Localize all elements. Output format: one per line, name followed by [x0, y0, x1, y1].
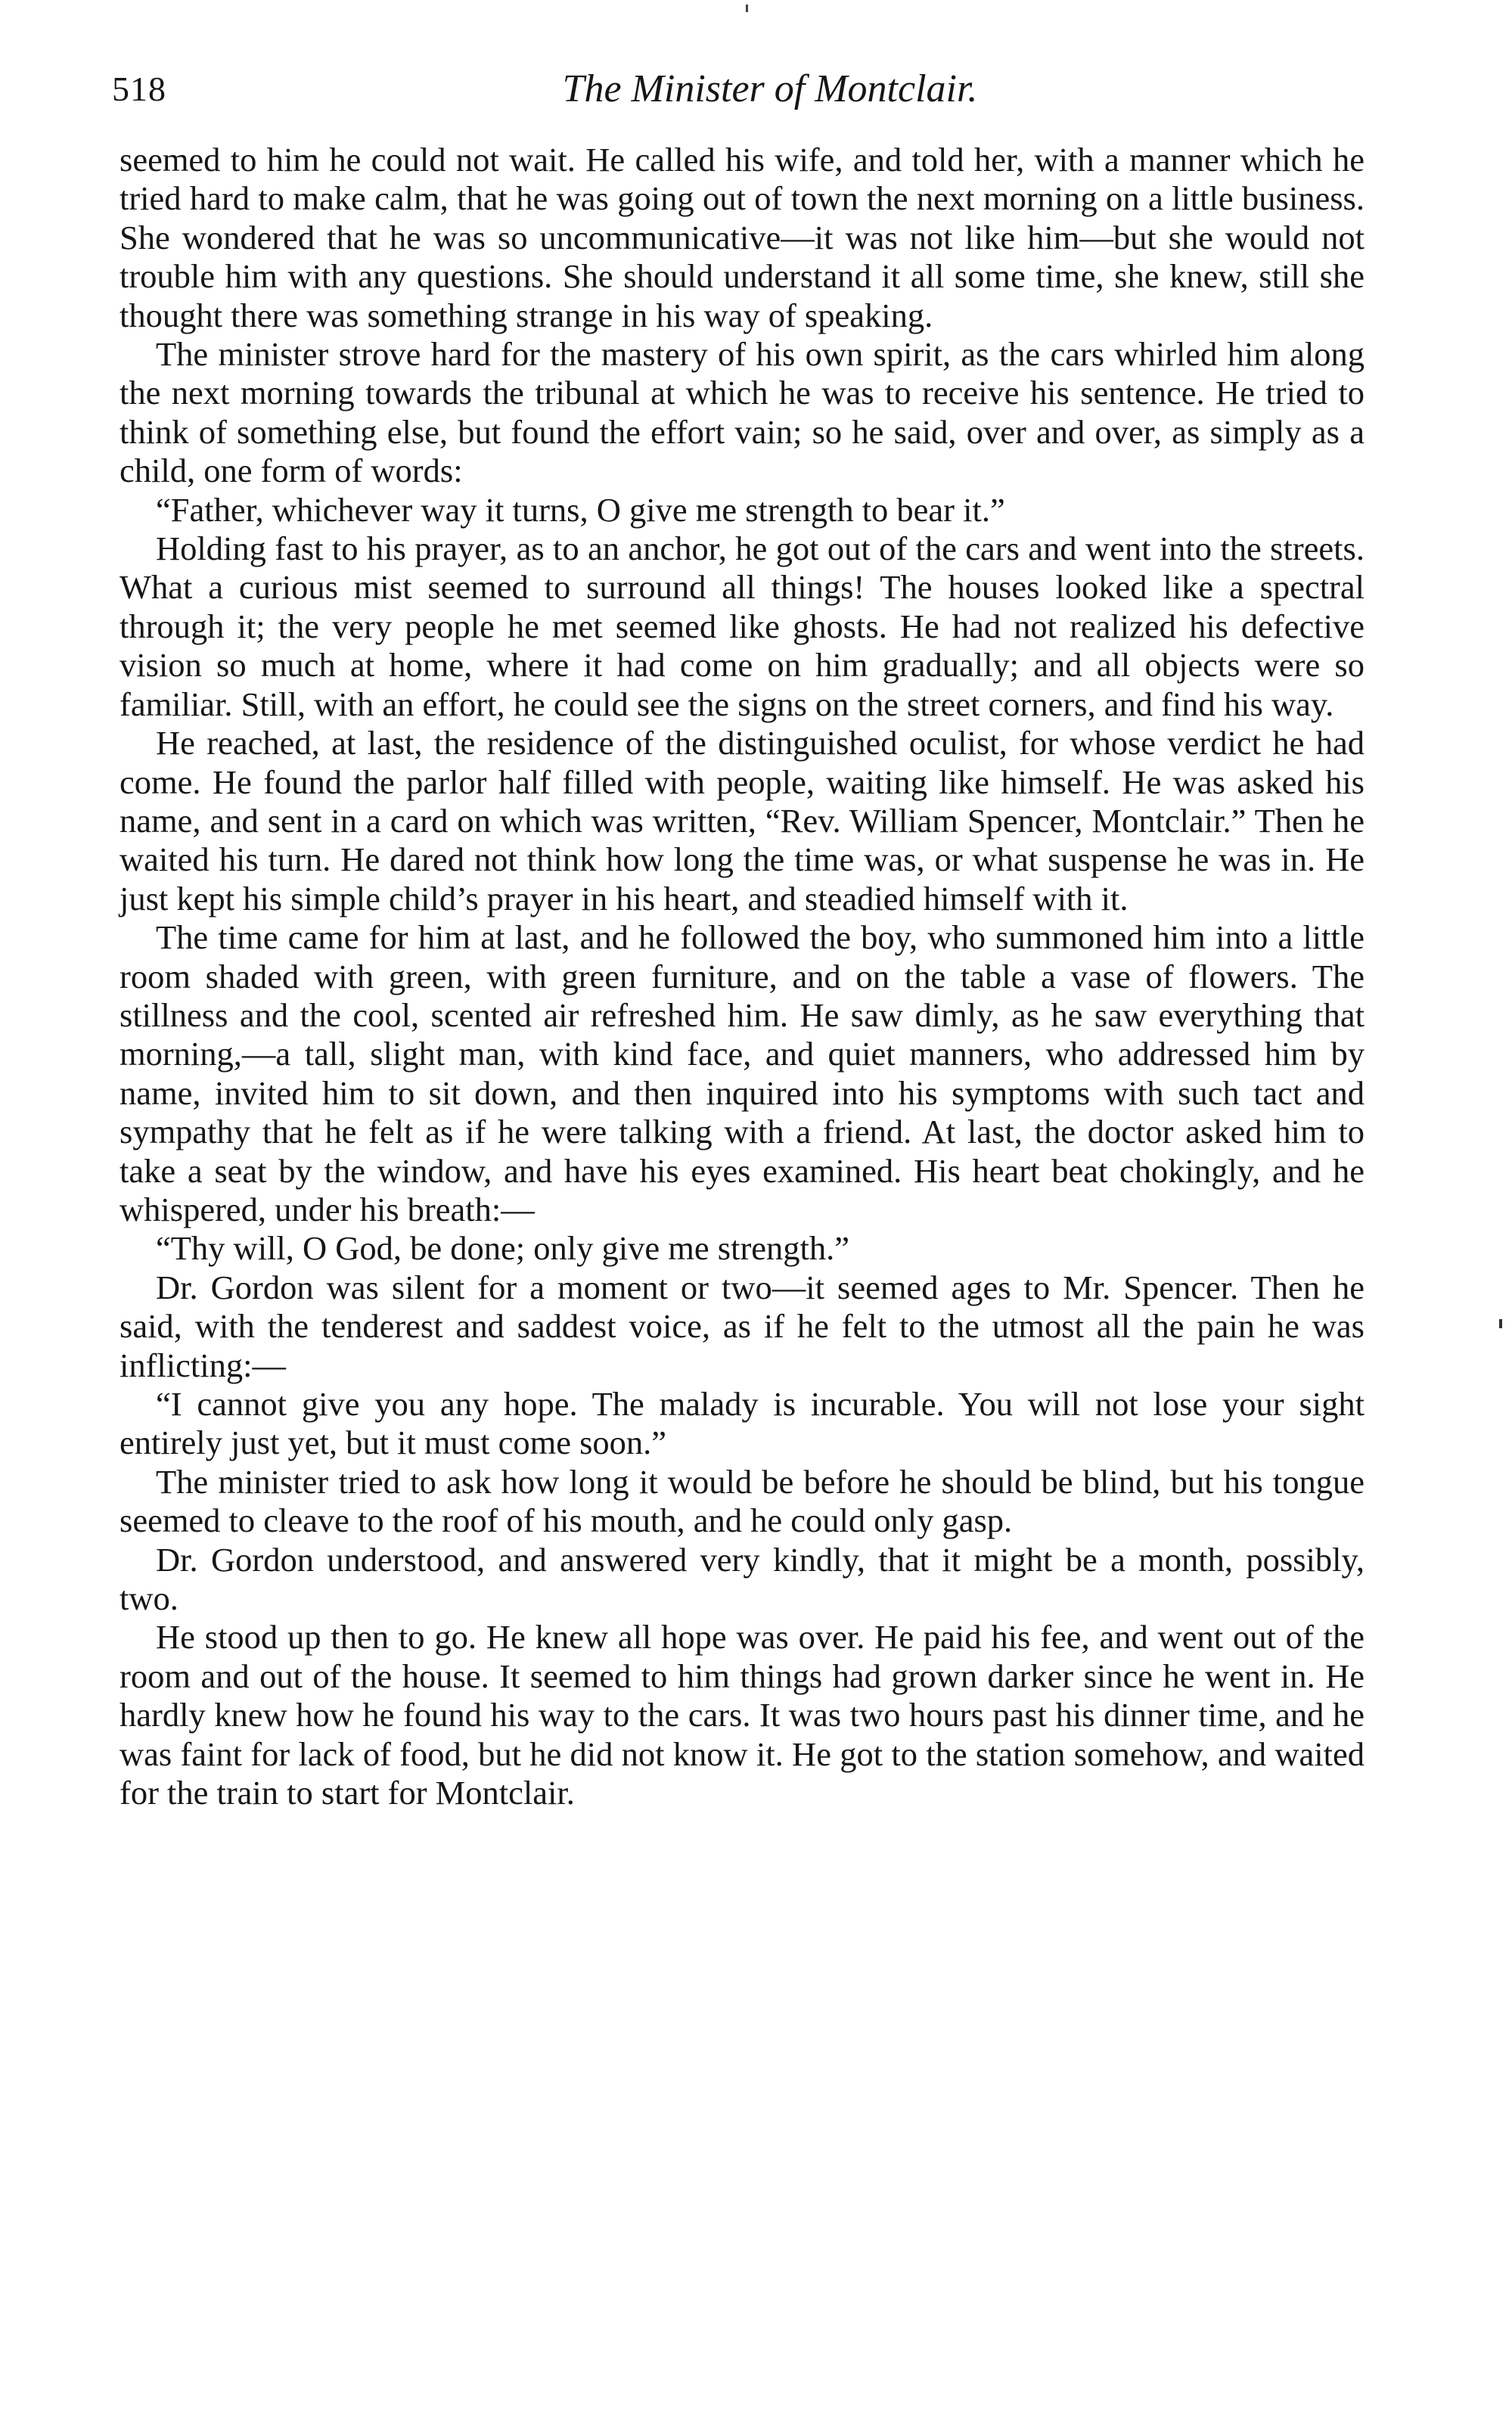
- paragraph: The minister tried to ask how long it would be before he should be blind, but his tongue seemed to cleave to the roof of his mouth, and he could only gasp.: [120, 1462, 1365, 1540]
- paragraph: Dr. Gordon was silent for a moment or two—it seemed ages to Mr. Spencer. Then he said, with the tenderest and saddest voice, as if he felt to the utmost all the pain he was inflicting:—: [120, 1268, 1365, 1384]
- prayer-quote: “Father, whichever way it turns, O give me strength to bear it.”: [156, 490, 1005, 529]
- scan-mark: [1499, 1319, 1502, 1328]
- running-title: The Minister of Montclair.: [562, 67, 978, 110]
- paragraph: He stood up then to go. He knew all hope was over. He paid his fee, and went out of the room and out of the house. It seemed to him things had grown darker since he went in. He hardly knew how he found his way to the cars. It was two hours past his dinner time, and he was faint for lack of food, but he did not know it. He got to the station somehow, and waited for the train to start for Montclair.: [120, 1618, 1365, 1812]
- paragraph: The minister strove hard for the mastery of his own spirit, as the cars whirled him along the next morning towards the tribunal at which he was to receive his sentence. He tried to think of something else, but found the effort vain; so he said, over and over, as simply as a child, one form of words:: [120, 335, 1365, 490]
- body-text: [120, 141, 1365, 1812]
- scan-mark: [746, 5, 748, 12]
- prayer-quote: “Thy will, O God, be done; only give me strength.”: [156, 1229, 850, 1268]
- paragraph: The time came for him at last, and he followed the boy, who summoned him into a little room shaded with green, with green furniture, and on the table a vase of flowers. The stillness and the cool, scented air refreshed him. He saw dimly, as he saw everything that morning,—a tall, slight man, with kind face, and quiet manners, who addressed him by name, invited him to sit down, and then inquired into his symptoms with such tact and sympathy that he felt as if he were talking with a friend. At last, the doctor asked him to take a seat by the window, and have his eyes examined. His heart beat chokingly, and he whispered, under his breath:—: [120, 918, 1365, 1228]
- paragraph: Dr. Gordon understood, and answered very kindly, that it might be a month, possibly, two.: [120, 1540, 1365, 1618]
- paragraph: Holding fast to his prayer, as to an anchor, he got out of the cars and went into the streets. What a curious mist seemed to surround all things! The houses looked like a spectral through it; the very people he met seemed like ghosts. He had not realized his defective vision so much at home, where it had come on him gradually; and all objects were so familiar. Still, with an effort, he could see the signs on the street corners, and find his way.: [120, 529, 1365, 723]
- page-header: [112, 67, 1368, 112]
- paragraph: seemed to him he could not wait. He called his wife, and told her, with a manner which he tried hard to make calm, that he was going out of town the next morning on a little business. She wondered that he was so uncommunicative—it was not like him—but she would not trouble him with any questions. She should understand it all some time, she knew, still she thought there was something strange in his way of speaking.: [120, 141, 1365, 334]
- dialogue-quote: “I cannot give you any hope. The malady is incurable. You will not lose your sight entirely just yet, but it must come soon.”: [120, 1385, 1365, 1462]
- page-number: 518: [112, 70, 166, 108]
- paragraph: He reached, at last, the residence of the distinguished oculist, for whose verdict he had come. He found the parlor half filled with people, waiting like himself. He was asked his name, and sent in a card on which was written, “Rev. William Spencer, Montclair.” Then he waited his turn. He dared not think how long the time was, or what suspense he was in. He just kept his simple child’s prayer in his heart, and steadied himself with it.: [120, 724, 1365, 918]
